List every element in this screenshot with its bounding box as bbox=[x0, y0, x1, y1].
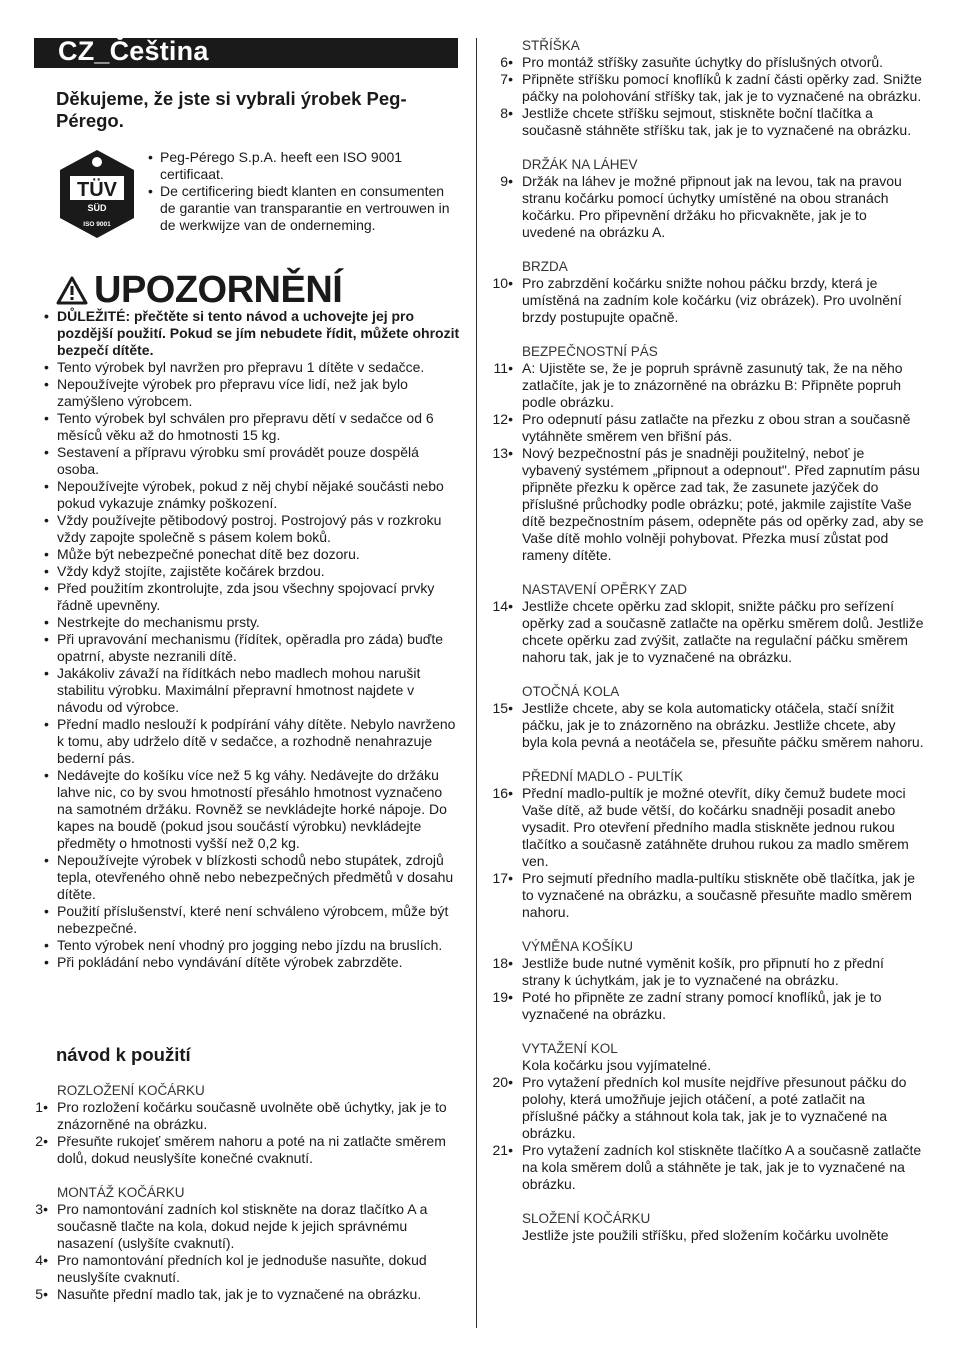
step-number: 20 • bbox=[471, 1074, 513, 1091]
step-text: Pro rozložení kočárku současně uvolněte obě úchytky, jak je to znázorněné na obrázku. bbox=[57, 1099, 447, 1132]
instruction-step bbox=[499, 173, 924, 241]
step-text: Nasuňte přední madlo tak, jak je to vyznačené na obrázku. bbox=[57, 1286, 422, 1302]
step-text: Pro zabrzdění kočárku snižte nohou páčku brzdy, která je umístěná na zadním kole kočárku (viz obrázek). Pro uvolnění brzdy postupujte opačně. bbox=[522, 275, 902, 325]
section-heading: NASTAVENÍ OPĚRKY ZAD bbox=[522, 582, 688, 597]
instruction-step bbox=[499, 105, 924, 139]
instruction-step bbox=[492, 275, 924, 326]
step-number: 5 • bbox=[6, 1286, 48, 1303]
instruction-step bbox=[492, 598, 924, 666]
warning-item: • Při upravování mechanismu (řídítek, opěradla pro záda) buďte opatrní, abyste nezranili dítě. bbox=[44, 631, 460, 665]
warning-item: • Před použitím zkontrolujte, zda jsou všechny spojovací prvky řádně upevněny. bbox=[44, 580, 460, 614]
section-gap bbox=[499, 1193, 924, 1210]
step-number: 3 • bbox=[6, 1201, 48, 1218]
usage-left-column bbox=[34, 1082, 458, 1303]
warning-item: • Vždy používejte pětibodový postroj. Postrojový pás v rozkroku vždy zapojte společně s pásem kolem boků. bbox=[44, 512, 460, 546]
thank-you-heading: Děkujeme, že jste si vybrali ýrobek Peg-Pérego. bbox=[56, 88, 407, 131]
language-header-bar bbox=[34, 38, 458, 68]
section-heading: ROZLOŽENÍ KOČÁRKU bbox=[57, 1083, 205, 1098]
section-heading: VYTAŽENÍ KOL bbox=[522, 1041, 618, 1056]
warning-item: • Při pokládání nebo vyndávání dítěte výrobek zabrzděte. bbox=[44, 954, 460, 971]
section-heading: SLOŽENÍ KOČÁRKU bbox=[522, 1211, 651, 1226]
usage-title: návod k použití bbox=[56, 1044, 191, 1065]
instruction-step bbox=[492, 411, 924, 445]
section-heading: OTOČNÁ KOLA bbox=[522, 684, 620, 699]
certificate-item: • Peg-Pérego S.p.A. heeft een ISO 9001 certificaat. bbox=[148, 149, 460, 183]
warning-item: • Nepoužívejte výrobek v blízkosti schodů nebo stupátek, zdrojů tepla, otevřeného ohně nebo nebezpečných předmětů v dosahu dítěte. bbox=[44, 852, 460, 903]
step-text: Pro vytažení předních kol musíte nejdříve přesunout páčku do polohy, která umožňuje jejich otáčení, a poté zatlačit na příslušné páčky a stáhnout kola tak, jak je to vyznačené na obrázku. bbox=[522, 1074, 907, 1141]
warning-item: • Sestavení a přípravu výrobku smí provádět pouze dospělá osoba. bbox=[44, 444, 460, 478]
step-text: Poté ho připněte ze zadní strany pomocí knoflíků, jak je to vyznačené na obrázku. bbox=[522, 989, 882, 1022]
instruction-step bbox=[34, 1201, 458, 1252]
warning-item: • Vždy když stojíte, zajistěte kočárek brzdou. bbox=[44, 563, 460, 580]
warning-title bbox=[56, 268, 342, 312]
instruction-step bbox=[492, 445, 924, 564]
instruction-step bbox=[499, 54, 924, 71]
section-heading: DRŽÁK NA LÁHEV bbox=[522, 157, 638, 172]
warning-title-text: UPOZORNĚNÍ bbox=[94, 269, 343, 311]
step-number: 18 • bbox=[471, 955, 513, 972]
step-text: A: Ujistěte se, že je popruh správně zasunutý tak, že na něho zatlačíte, jak je to znázorněné na obrázku B: Připněte popruh podle obrázku. bbox=[522, 360, 903, 410]
section-gap bbox=[499, 241, 924, 258]
step-text: Pro sejmutí předního madla-pultíku stiskněte obě tlačítka, jak je to vyznačené na obrázku, a současně přesuňte madlo směrem nahoru. bbox=[522, 870, 915, 920]
warning-item: • Tento výrobek není vhodný pro jogging nebo jízdu na bruslích. bbox=[44, 937, 460, 954]
step-text: Jestliže chcete opěrku zad sklopit, snižte páčku pro seřízení opěrky zad a současně zatlačte na opěrku směrem dolů. Jestliže chcete opěrku zad zvýšit, zatlačte na regulační páčku směrem nahoru tak, jak je to vyznačené na obrázku. bbox=[522, 598, 924, 665]
step-text: Pro montáž stříšky zasuňte úchytky do příslušných otvorů. bbox=[522, 54, 884, 70]
instruction-step bbox=[34, 1286, 458, 1303]
warning-triangle-icon bbox=[56, 276, 88, 305]
section-gap bbox=[499, 564, 924, 581]
section-gap bbox=[499, 326, 924, 343]
step-number: 19 • bbox=[471, 989, 513, 1006]
warning-item: • Tento výrobek byl navržen pro přepravu 1 dítěte v sedačce. bbox=[44, 359, 460, 376]
step-number: 11 • bbox=[471, 360, 513, 377]
step-number: 17 • bbox=[471, 870, 513, 887]
step-number: 6 • bbox=[471, 54, 513, 71]
step-text: Pro namontování zadních kol stiskněte na doraz tlačítko A a současně tlačte na kola, dokud nejde k jejich správnému nasazení (uslyšíte cvaknutí). bbox=[57, 1201, 428, 1251]
section-gap bbox=[499, 666, 924, 683]
step-number: 2 • bbox=[6, 1133, 48, 1150]
instruction-step bbox=[34, 1099, 458, 1133]
certificate-item: • De certificering biedt klanten en consumenten de garantie van transparantie en vertrouwen in de werkwijze van de onderneming. bbox=[148, 183, 460, 234]
warning-item: • DŮLEŽITÉ: přečtěte si tento návod a uchovejte jej pro pozdější použití. Pokud se jím nebudete řídit, můžete ohrozit bezpečí dítěte. bbox=[44, 308, 460, 359]
column-divider bbox=[476, 38, 477, 1328]
section-gap bbox=[34, 1167, 458, 1184]
section-heading: MONTÁŽ KOČÁRKU bbox=[57, 1185, 185, 1200]
instruction-step bbox=[493, 360, 924, 411]
section-intro: Kola kočárku jsou vyjímatelné. bbox=[522, 1057, 712, 1073]
instruction-step bbox=[34, 1133, 458, 1167]
warning-item: • Přední madlo neslouží k podpírání váhy dítěte. Nebylo navrženo k tomu, aby udrželo dítě v sedačce, a rozhodně nenahrazuje bederní pás. bbox=[44, 716, 460, 767]
section-gap bbox=[499, 751, 924, 768]
section-heading: VÝMĚNA KOŠÍKU bbox=[522, 939, 634, 954]
step-number: 9 • bbox=[471, 173, 513, 190]
step-text: Jestliže chcete stříšku sejmout, stiskněte boční tlačítka a současně stáhněte stříšku tak, jak je to vyznačené na obrázku. bbox=[522, 105, 912, 138]
step-text: Pro namontování předních kol je jednoduše nasuňte, dokud neuslyšíte cvaknutí. bbox=[57, 1252, 427, 1285]
step-number: 4 • bbox=[6, 1252, 48, 1269]
logo-mark-text: TÜV bbox=[77, 179, 117, 201]
warning-list bbox=[44, 308, 460, 971]
section-gap bbox=[499, 921, 924, 938]
warning-item: • Jakákoliv závaží na řídítkách nebo madlech mohou narušit stabilitu výrobku. Maximální přepravní hmotnost najdete v návodu od výrobce. bbox=[44, 665, 460, 716]
instruction-step bbox=[492, 955, 924, 989]
warning-item: • Použití příslušenství, které není schváleno výrobcem, může být nebezpečné. bbox=[44, 903, 460, 937]
instruction-step bbox=[492, 1142, 924, 1193]
step-number: 13 • bbox=[471, 445, 513, 462]
logo-sub-text: SÜD bbox=[87, 203, 107, 213]
warning-item: • Tento výrobek byl schválen pro přepravu dětí v sedačce od 6 měsíců věku až do hmotnosti 15 kg. bbox=[44, 410, 460, 444]
section-intro: Jestliže jste použili stříšku, před složením kočárku uvolněte bbox=[522, 1227, 889, 1243]
instruction-step bbox=[492, 989, 924, 1023]
step-number: 14 • bbox=[471, 598, 513, 615]
step-number: 15 • bbox=[471, 700, 513, 717]
section-gap bbox=[499, 1023, 924, 1040]
usage-right-column bbox=[492, 37, 924, 1244]
warning-item: • Nepoužívejte výrobek pro přepravu více lidí, než jak bylo zamýšleno výrobcem. bbox=[44, 376, 460, 410]
step-number: 16 • bbox=[471, 785, 513, 802]
step-number: 8 • bbox=[471, 105, 513, 122]
instruction-step bbox=[492, 870, 924, 921]
step-number: 12 • bbox=[471, 411, 513, 428]
section-heading: STŘÍŠKA bbox=[522, 38, 580, 53]
instruction-step bbox=[499, 71, 924, 105]
warning-item: • Nedávejte do košíku více než 5 kg váhy. Nedávejte do držáku lahve nic, co by svou hmotností přesáhlo hmotnost vyznačeno na samotném držáku. Rovněž se nevkládejte horké nápoje. Do kapes na boudě (pokud jsou součástí výrobku) nevkládejte předměty o hmotnosti vyšší než 0,2 kg. bbox=[44, 767, 460, 852]
step-number: 7 • bbox=[471, 71, 513, 88]
step-number: 10 • bbox=[471, 275, 513, 292]
warning-item: • Nepoužívejte výrobek, pokud z něj chybí nějaké součásti nebo pokud vykazuje známky poškození. bbox=[44, 478, 460, 512]
step-number: 1 • bbox=[6, 1099, 48, 1116]
instruction-step bbox=[492, 785, 924, 870]
step-text: Přesuňte rukojeť směrem nahoru a poté na ni zatlačte směrem dolů, dokud neuslyšíte konečné cvaknutí. bbox=[57, 1133, 446, 1166]
step-text: Připněte stříšku pomocí knoflíků k zadní části opěrky zad. Snižte páčky na polohování stříšky tak, jak je to vyznačené na obrázku. bbox=[522, 71, 922, 104]
step-text: Pro vytažení zadních kol stiskněte tlačítko A a současně zatlačte na kola směrem dolů a stáhněte je tak, jak je to vyznačené na obrázku. bbox=[522, 1142, 922, 1192]
step-text: Přední madlo-pultík je možné otevřít, díky čemuž budete moci Vaše dítě, až bude větší, do kočárku snadněji posadit anebo vysadit. Pro otevření předního madla stiskněte jednou rukou tlačítko a současně zatáhněte druhou rukou za madlo směrem ven. bbox=[522, 785, 909, 869]
certificate-list bbox=[148, 149, 460, 234]
section-heading: PŘEDNÍ MADLO - PULTÍK bbox=[522, 769, 684, 784]
tuv-certification-logo bbox=[56, 148, 138, 240]
section-heading: BRZDA bbox=[522, 259, 568, 274]
logo-code-text: ISO 9001 bbox=[83, 221, 111, 228]
instruction-step bbox=[492, 1074, 924, 1142]
step-text: Jestliže chcete, aby se kola automaticky otáčela, stačí snížit páčku, jak je to znázorněno na obrázku. Jestliže chcete, aby byla kola pevná a neotáčela se, přesuňte páčku směrem nahoru. bbox=[522, 700, 924, 750]
instruction-step bbox=[34, 1252, 458, 1286]
step-text: Držák na láhev je možné připnout jak na levou, tak na pravou stranu kočárku pomocí úchytky umístěné na obou stranách kočárku. Pro připevnění držáku ho přicvakněte, jak je to uvedené na obrázku A. bbox=[522, 173, 902, 240]
warning-item: • Nestrkejte do mechanismu prsty. bbox=[44, 614, 460, 631]
language-label: CZ_Čeština bbox=[58, 36, 209, 66]
step-text: Nový bezpečnostní pás je snadněji použitelný, neboť je vybavený systémem „připnout a odepnout". Před zapnutím pásu připněte přezku k opěrce zad tak, že zasunete jazýček do příslušné průchodky podle obrázku; poté, jakmile zajistíte Vaše dítě bezpečnostním pásem, odepněte pás od opěrky zad, aby se Vaše dítě mohlo volněji pohybovat. Přezka musí zůstat pod rameny dítěte. bbox=[522, 445, 924, 563]
section-heading: BEZPEČNOSTNÍ PÁS bbox=[522, 344, 658, 359]
section-gap bbox=[499, 139, 924, 156]
step-text: Jestliže bude nutné vyměnit košík, pro připnutí ho z přední strany k úchytkám, jak je to vyznačené na obrázku. bbox=[522, 955, 884, 988]
step-number: 21 • bbox=[471, 1142, 513, 1159]
warning-item: • Může být nebezpečné ponechat dítě bez dozoru. bbox=[44, 546, 460, 563]
instruction-step bbox=[492, 700, 924, 751]
step-text: Pro odepnutí pásu zatlačte na přezku z obou stran a současně vytáhněte směrem ven břišní pás. bbox=[522, 411, 911, 444]
